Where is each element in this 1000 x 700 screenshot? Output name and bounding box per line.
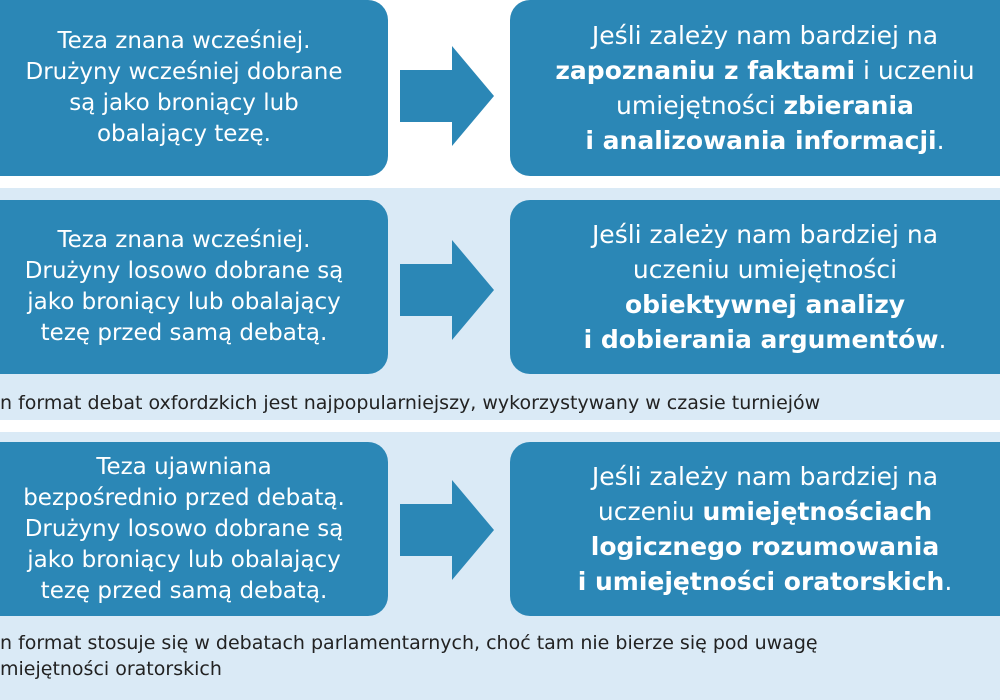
row-1-right-box [510,0,1000,176]
row-1-right-text: Jeśli zależy nam bardziej na zapoznaniu z faktami i uczeniu umiejętności zbierania i analizowania informacji. [555,21,975,155]
row-3-arrow-icon [400,480,496,580]
row-1-left-box [0,0,388,176]
row-2-note: n format debat oxfordzkich jest najpopularniejszy, wykorzystywany w czasie turniejów [0,392,821,414]
row-2-left-box [0,200,388,374]
row-3-left-text: Teza ujawniana bezpośrednio przed debatą. Drużyny losowo dobrane są jako broniący lub obalający tezę przed samą debatą. [23,453,345,604]
row-1-left-text: Teza znana wcześniej. Drużyny wcześniej dobrane są jako broniący lub obalający tezę. [25,28,343,147]
row-3-right-box [510,442,1000,616]
row-2-arrow-icon [400,240,496,340]
row-3-left-box [0,442,388,616]
row-2-right-text: Jeśli zależy nam bardziej na uczeniu umiejętności obiektywnej analizy i dobierania argumentów. [583,220,947,354]
row-3-right-text: Jeśli zależy nam bardziej na uczeniu umiejętnościach logicznego rozumowania i umiejętności oratorskich. [577,462,953,596]
row-3-note: n format stosuje się w debatach parlamentarnych, choć tam nie bierze się pod uwagę miejętności oratorskich [0,632,818,680]
row-2-right-box [510,200,1000,374]
row-1-arrow-icon [400,46,496,146]
row-2-left-text: Teza znana wcześniej. Drużyny losowo dobrane są jako broniący lub obalający tezę przed samą debatą. [24,227,344,346]
